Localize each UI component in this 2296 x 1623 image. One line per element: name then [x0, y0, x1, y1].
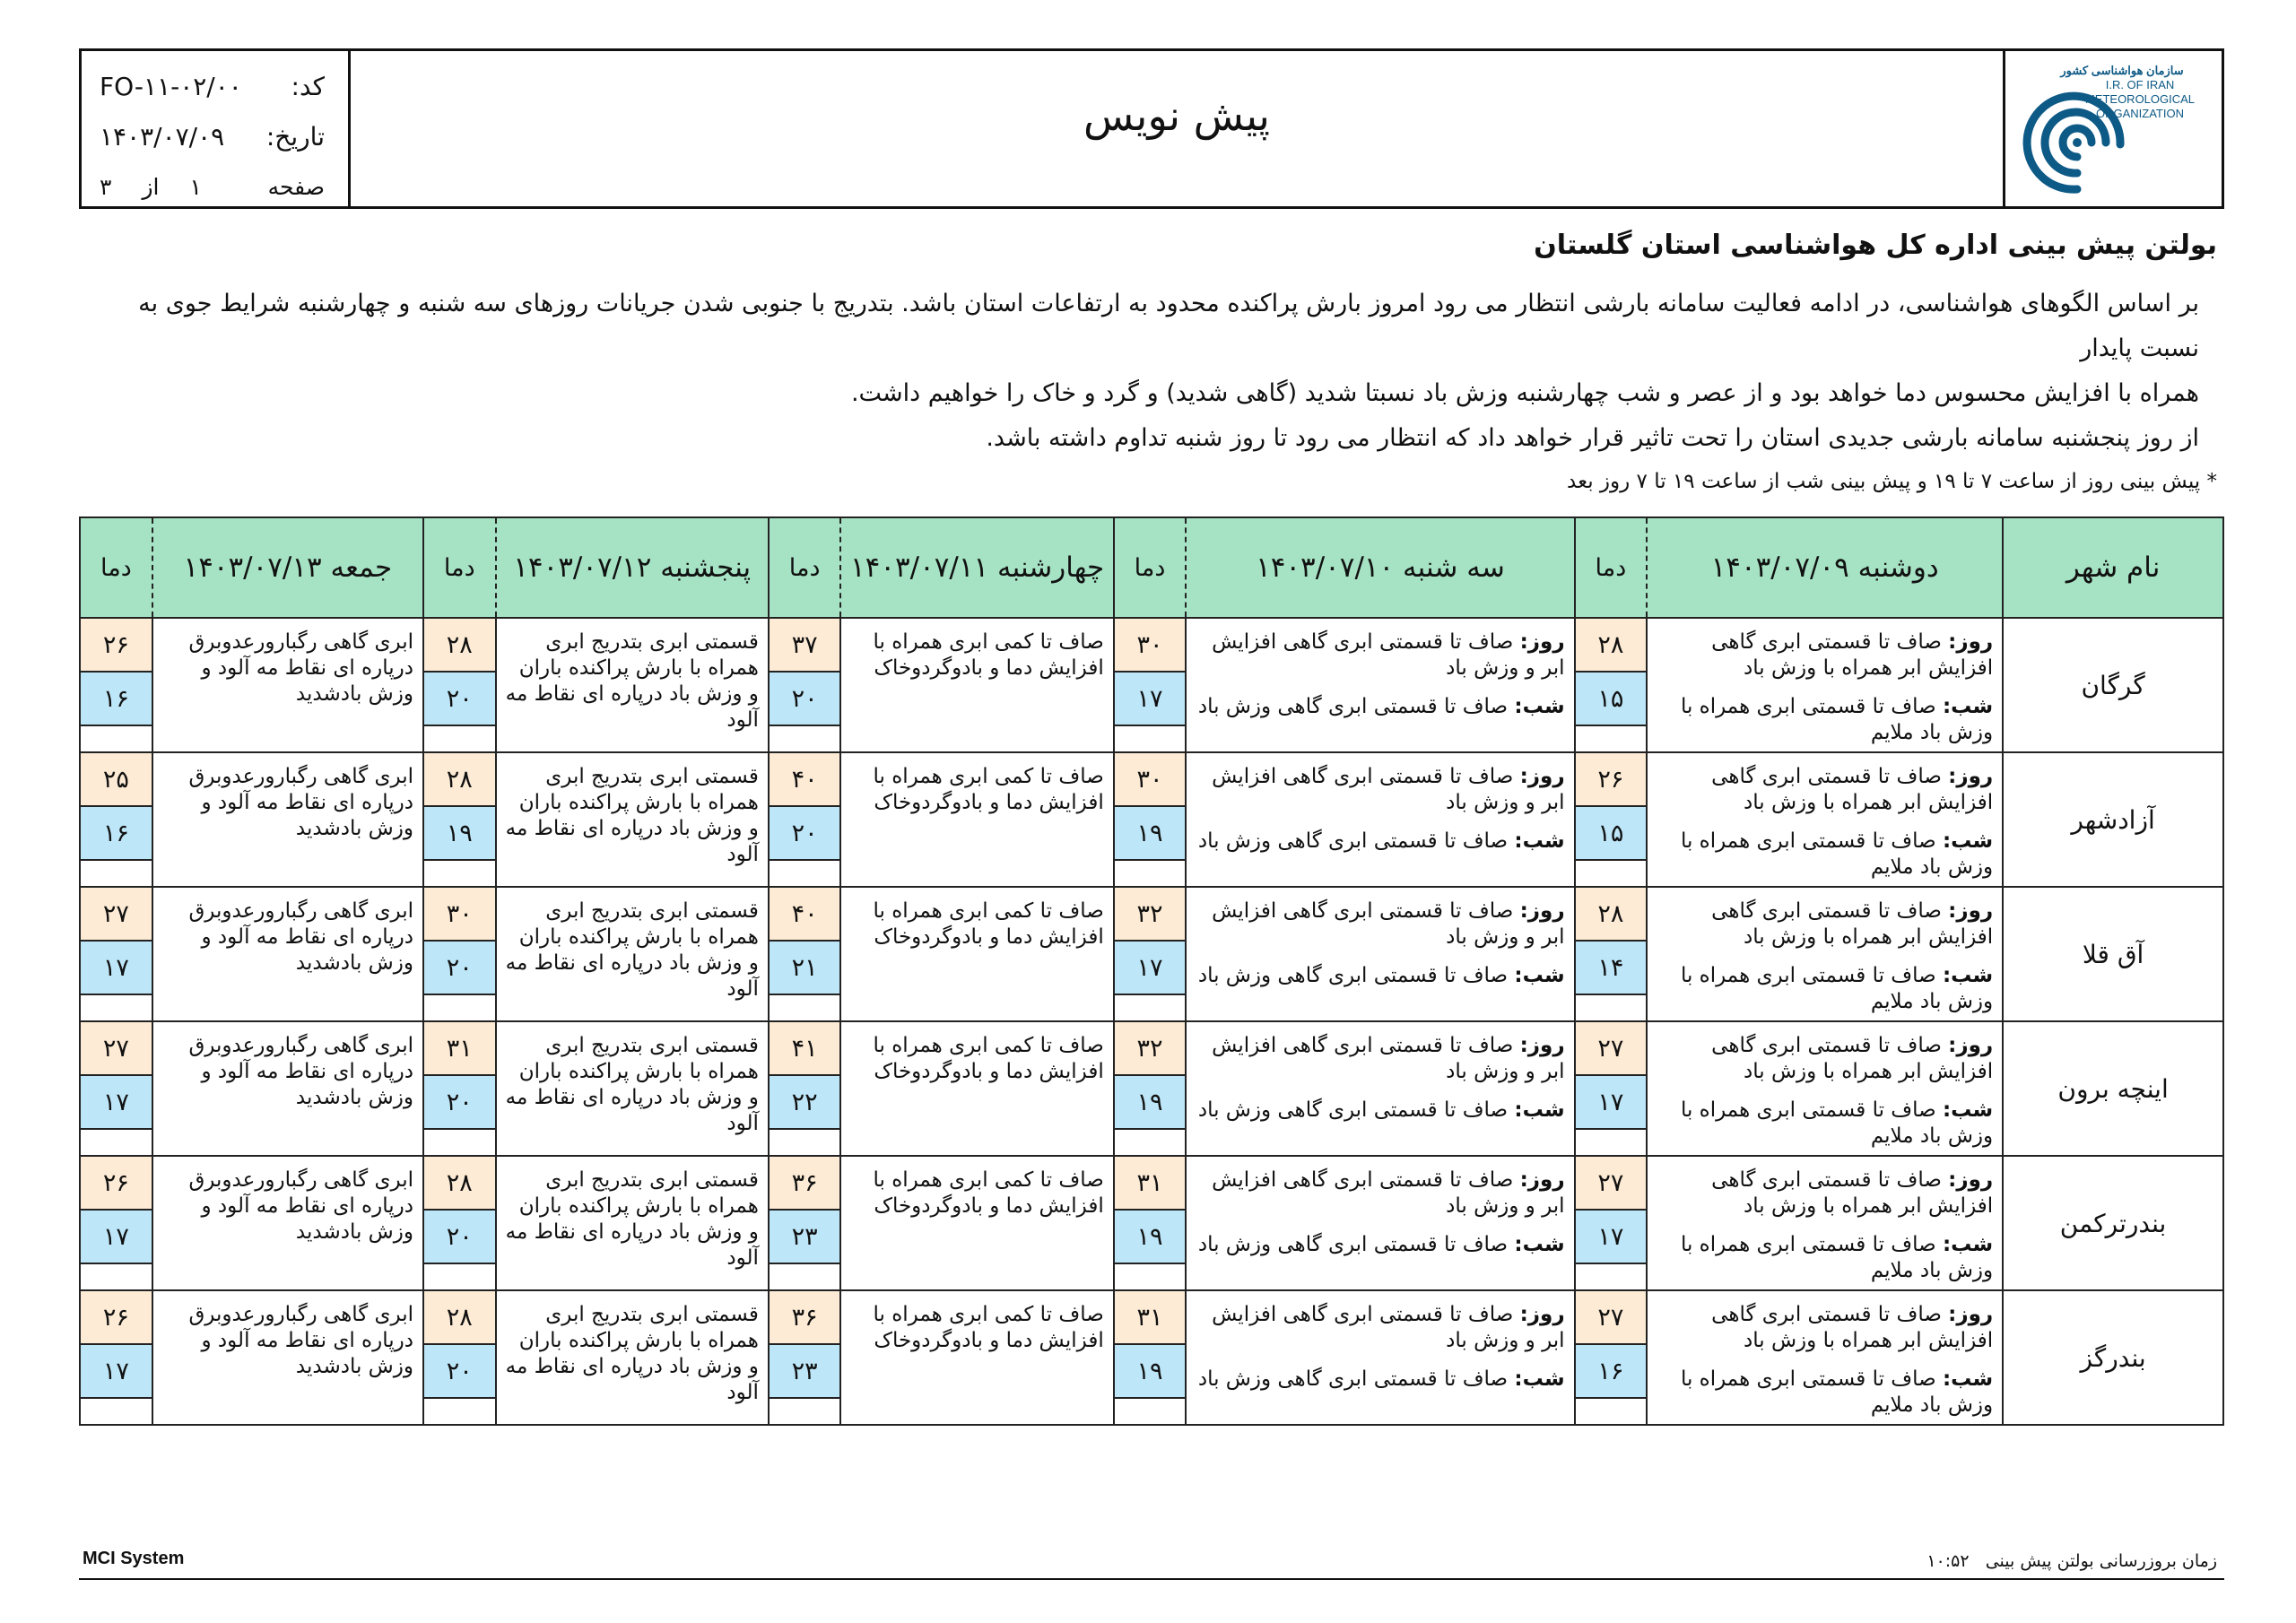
day-forecast — [1657, 898, 1993, 950]
min-temperature: ۲۳ — [770, 1211, 840, 1264]
day-forecast — [1196, 1033, 1564, 1085]
night-forecast — [1657, 1232, 1993, 1284]
temp-header: دما — [1575, 517, 1648, 618]
forecast-cell — [496, 1021, 769, 1156]
min-temperature: ۲۰ — [424, 1076, 495, 1130]
temp-header: دما — [80, 517, 152, 618]
min-temperature: ۱۹ — [1115, 1345, 1186, 1399]
night-label: شب: — [1942, 829, 1994, 853]
day-forecast — [1196, 629, 1564, 681]
night-label: شب: — [1514, 1233, 1565, 1256]
forecast-text: قسمتی ابری بتدریج ابری همراه با بارش پراکنده باران و وزش باد درپاره ای نقاط مه آلود — [505, 630, 759, 732]
day-forecast-text: صاف تا قسمتی ابری گاهی افزایش ابر و وزش باد — [1212, 765, 1565, 814]
night-label: شب: — [1514, 695, 1565, 718]
max-temperature: ۳۲ — [1115, 888, 1186, 942]
forecast-cell — [1647, 887, 2003, 1021]
forecast-text: قسمتی ابری بتدریج ابری همراه با بارش پراکنده باران و وزش باد درپاره ای نقاط مه آلود — [505, 899, 759, 1001]
day-forecast — [1657, 1167, 1993, 1219]
night-forecast — [1657, 1367, 1993, 1419]
min-temperature: ۲۰ — [424, 1211, 495, 1264]
max-temperature: ۳۶ — [770, 1157, 840, 1211]
temperature-cell — [1575, 1021, 1648, 1156]
table-header-row — [80, 517, 2223, 618]
temperature-cell — [1575, 887, 1648, 1021]
day-label: روز: — [1948, 1034, 1994, 1057]
min-temperature: ۲۱ — [770, 942, 840, 995]
forecast-cell — [152, 618, 423, 752]
forecast-cell — [840, 752, 1113, 887]
min-temperature: ۱۶ — [81, 807, 152, 861]
city-name: گرگان — [2003, 618, 2223, 752]
bulletin-line-2: همراه با افزایش محسوس دما خواهد بود و از عصر و شب چهارشنبه وزش باد نسبتا شدید (گاهی شدید) و گرد و خاک را خواهیم داشت. — [850, 379, 2199, 407]
min-temperature: ۱۷ — [81, 1345, 152, 1399]
logo-text-en-3: ORGANIZATION — [2096, 107, 2184, 120]
table-row — [80, 1021, 2223, 1156]
document-header — [79, 48, 2224, 209]
max-temperature: ۲۸ — [424, 619, 495, 673]
day-forecast-text: صاف تا قسمتی ابری گاهی افزایش ابر همراه با وزش باد — [1711, 630, 1994, 680]
forecast-text: ابری گاهی رگبارورعدوبرق درپاره ای نقاط مه آلود و وزش بادشدید — [188, 765, 413, 840]
date-value: ۱۴۰۳/۰۷/۰۹ — [100, 122, 225, 152]
min-temperature: ۱۷ — [81, 1211, 152, 1264]
temperature-cell — [423, 1156, 496, 1290]
day-4-header: پنجشنبه ۱۴۰۳/۰۷/۱۲ — [496, 517, 769, 618]
day-forecast — [1657, 1033, 1993, 1085]
night-forecast — [1657, 694, 1993, 746]
forecast-cell — [840, 1290, 1113, 1425]
night-forecast — [1196, 1232, 1564, 1258]
max-temperature: ۲۵ — [81, 753, 152, 807]
meta-cell — [82, 51, 351, 206]
day-forecast — [1196, 764, 1564, 816]
night-label: شب: — [1942, 1098, 1994, 1122]
forecast-text: ابری گاهی رگبارورعدوبرق درپاره ای نقاط مه آلود و وزش بادشدید — [188, 1303, 413, 1378]
day-forecast-text: صاف تا قسمتی ابری گاهی افزایش ابر همراه با وزش باد — [1711, 1034, 1994, 1083]
temperature-cell — [1114, 1156, 1187, 1290]
min-temperature: ۱۹ — [424, 807, 495, 861]
temperature-cell — [80, 1156, 152, 1290]
forecast-text: ابری گاهی رگبارورعدوبرق درپاره ای نقاط مه آلود و وزش بادشدید — [188, 1034, 413, 1109]
max-temperature: ۳۰ — [1115, 619, 1186, 673]
day-label: روز: — [1519, 1034, 1565, 1057]
forecast-text: صاف تا کمی ابری همراه با افزایش دما و بادوگردوخاک — [873, 899, 1104, 949]
forecast-cell — [1647, 1156, 2003, 1290]
forecast-text: قسمتی ابری بتدریج ابری همراه با بارش پراکنده باران و وزش باد درپاره ای نقاط مه آلود — [505, 765, 759, 866]
max-temperature: ۲۶ — [81, 1291, 152, 1345]
temperature-cell — [80, 1290, 152, 1425]
bulletin-line-3: از روز پنجشنبه سامانه بارشی جدیدی استان را تحت تاثیر قرار خواهد داد که انتظار می رود تا روز شنبه تداوم داشته باشد. — [986, 424, 2199, 452]
night-forecast-text: صاف تا قسمتی ابری همراه با وزش باد ملایم — [1680, 964, 1994, 1013]
city-name: آزادشهر — [2003, 752, 2223, 887]
date-row — [100, 112, 325, 162]
code-label: کد: — [291, 72, 325, 101]
night-forecast-text: صاف تا قسمتی ابری همراه با وزش باد ملایم — [1680, 695, 1994, 744]
temperature-cell — [1575, 618, 1648, 752]
table-row — [80, 1156, 2223, 1290]
logo-text-persian: سازمان هواشناسی کشور — [2060, 64, 2184, 77]
temperature-cell — [769, 618, 841, 752]
table-row — [80, 1290, 2223, 1425]
night-forecast — [1196, 1098, 1564, 1124]
night-forecast — [1196, 694, 1564, 720]
temperature-cell — [423, 1290, 496, 1425]
day-forecast — [1657, 1302, 1993, 1354]
min-temperature: ۱۶ — [81, 673, 152, 726]
table-row — [80, 887, 2223, 1021]
city-column-header: نام شهر — [2003, 517, 2223, 618]
temperature-cell — [769, 1290, 841, 1425]
night-label: شب: — [1942, 964, 1994, 987]
night-label: شب: — [1514, 1098, 1565, 1122]
day-label: روز: — [1948, 899, 1994, 923]
page-row — [100, 162, 325, 213]
forecast-cell — [1186, 1290, 1574, 1425]
day-label: روز: — [1948, 765, 1994, 788]
night-label: شب: — [1514, 964, 1565, 987]
night-forecast-text: صاف تا قسمتی ابری همراه با وزش باد ملایم — [1680, 1233, 1994, 1282]
forecast-cell — [152, 1021, 423, 1156]
max-temperature: ۲۷ — [81, 888, 152, 942]
day-forecast-text: صاف تا قسمتی ابری گاهی افزایش ابر همراه با وزش باد — [1711, 899, 1994, 949]
forecast-cell — [496, 618, 769, 752]
temperature-cell — [80, 887, 152, 1021]
night-forecast-text: صاف تا قسمتی ابری گاهی وزش باد — [1197, 695, 1515, 718]
min-temperature: ۲۰ — [770, 673, 840, 726]
night-label: شب: — [1942, 695, 1994, 718]
city-name: اینچه برون — [2003, 1021, 2223, 1156]
day-1-header: دوشنبه ۱۴۰۳/۰۷/۰۹ — [1647, 517, 2003, 618]
max-temperature: ۲۸ — [424, 753, 495, 807]
night-label: شب: — [1514, 1367, 1565, 1391]
temperature-cell — [769, 1021, 841, 1156]
forecast-text: قسمتی ابری بتدریج ابری همراه با بارش پراکنده باران و وزش باد درپاره ای نقاط مه آلود — [505, 1034, 759, 1135]
temp-header: دما — [423, 517, 496, 618]
night-label: شب: — [1514, 829, 1565, 853]
day-forecast — [1657, 764, 1993, 816]
day-forecast-text: صاف تا قسمتی ابری گاهی افزایش ابر و وزش باد — [1212, 899, 1565, 949]
max-temperature: ۴۰ — [770, 753, 840, 807]
footer-system-name: MCI System — [83, 1549, 185, 1568]
day-forecast-text: صاف تا قسمتی ابری گاهی افزایش ابر همراه با وزش باد — [1711, 1168, 1994, 1218]
forecast-text: قسمتی ابری بتدریج ابری همراه با بارش پراکنده باران و وزش باد درپاره ای نقاط مه آلود — [505, 1168, 759, 1270]
night-forecast-text: صاف تا قسمتی ابری گاهی وزش باد — [1197, 829, 1515, 853]
temperature-cell — [423, 887, 496, 1021]
forecast-cell — [1647, 1290, 2003, 1425]
min-temperature: ۱۵ — [1576, 807, 1647, 861]
min-temperature: ۱۹ — [1115, 807, 1186, 861]
forecast-cell — [496, 752, 769, 887]
day-3-header: چهارشنبه ۱۴۰۳/۰۷/۱۱ — [840, 517, 1113, 618]
forecast-cell — [1186, 752, 1574, 887]
night-forecast — [1657, 829, 1993, 881]
forecast-cell — [840, 1156, 1113, 1290]
forecast-text: ابری گاهی رگبارورعدوبرق درپاره ای نقاط مه آلود و وزش بادشدید — [188, 1168, 413, 1244]
day-2-header: سه شنبه ۱۴۰۳/۰۷/۱۰ — [1186, 517, 1574, 618]
min-temperature: ۲۳ — [770, 1345, 840, 1399]
night-forecast-text: صاف تا قسمتی ابری گاهی وزش باد — [1197, 1233, 1515, 1256]
day-forecast — [1196, 1167, 1564, 1219]
night-forecast-text: صاف تا قسمتی ابری گاهی وزش باد — [1197, 964, 1515, 987]
forecast-cell — [496, 1290, 769, 1425]
day-label: روز: — [1948, 1168, 1994, 1192]
forecast-cell — [152, 1156, 423, 1290]
forecast-cell — [152, 752, 423, 887]
max-temperature: ۲۷ — [1576, 1022, 1647, 1076]
min-temperature: ۱۷ — [81, 942, 152, 995]
city-name: بندرگز — [2003, 1290, 2223, 1425]
day-5-header: جمعه ۱۴۰۳/۰۷/۱۳ — [152, 517, 423, 618]
day-label: روز: — [1519, 765, 1565, 788]
forecast-cell — [1186, 887, 1574, 1021]
night-forecast-text: صاف تا قسمتی ابری همراه با وزش باد ملایم — [1680, 1098, 1994, 1148]
night-label: شب: — [1942, 1367, 1994, 1391]
bulletin-line-1: بر اساس الگوهای هواشناسی، در ادامه فعالیت سامانه بارشی انتظار می رود امروز بارش پراکنده محدود به ارتفاعات استان باشد. بتدریج با جنوبی شدن جریانات روزهای سه شنبه و چهارشنبه شرایط جوی به نسبت پایدار — [138, 290, 2199, 362]
forecast-text: صاف تا کمی ابری همراه با افزایش دما و بادوگردوخاک — [873, 1303, 1104, 1352]
logo-text-en-1: I.R. OF IRAN — [2105, 78, 2175, 91]
temperature-cell — [80, 1021, 152, 1156]
page-of: از — [142, 174, 160, 200]
day-label: روز: — [1519, 1303, 1565, 1326]
temperature-cell — [1114, 887, 1187, 1021]
day-forecast-text: صاف تا قسمتی ابری گاهی افزایش ابر و وزش باد — [1212, 1034, 1565, 1083]
min-temperature: ۲۰ — [424, 942, 495, 995]
day-forecast — [1657, 629, 1993, 681]
temperature-cell — [423, 618, 496, 752]
logo-text — [2041, 64, 2203, 121]
bulletin-body — [83, 282, 2199, 461]
max-temperature: ۲۷ — [1576, 1157, 1647, 1211]
date-label: تاریخ: — [265, 122, 325, 152]
forecast-cell — [496, 1156, 769, 1290]
day-label: روز: — [1519, 630, 1565, 654]
temperature-cell — [1575, 752, 1648, 887]
forecast-cell — [1186, 1156, 1574, 1290]
table-row — [80, 752, 2223, 887]
max-temperature: ۲۸ — [424, 1291, 495, 1345]
max-temperature: ۳۲ — [1115, 1022, 1186, 1076]
max-temperature: ۳۱ — [1115, 1157, 1186, 1211]
night-forecast-text: صاف تا قسمتی ابری گاهی وزش باد — [1197, 1367, 1515, 1391]
temp-header: دما — [769, 517, 841, 618]
max-temperature: ۳۰ — [1115, 753, 1186, 807]
max-temperature: ۳۰ — [424, 888, 495, 942]
forecast-text: صاف تا کمی ابری همراه با افزایش دما و بادوگردوخاک — [873, 630, 1104, 680]
logo-text-en-2: METEOROLOGICAL — [2084, 92, 2196, 106]
footer-update-label: زمان بروزرسانی بولتن پیش بینی — [1985, 1551, 2217, 1571]
max-temperature: ۲۷ — [81, 1022, 152, 1076]
forecast-cell — [840, 887, 1113, 1021]
page-label: صفحه — [267, 174, 325, 200]
temperature-cell — [80, 752, 152, 887]
day-label: روز: — [1948, 1303, 1994, 1326]
forecast-text: صاف تا کمی ابری همراه با افزایش دما و بادوگردوخاک — [873, 765, 1104, 814]
min-temperature: ۲۰ — [424, 673, 495, 726]
max-temperature: ۳۶ — [770, 1291, 840, 1345]
temperature-cell — [769, 752, 841, 887]
forecast-cell — [1186, 1021, 1574, 1156]
max-temperature: ۲۶ — [81, 619, 152, 673]
temperature-cell — [1114, 618, 1187, 752]
max-temperature: ۲۶ — [81, 1157, 152, 1211]
day-forecast — [1196, 1302, 1564, 1354]
day-label: روز: — [1519, 899, 1565, 923]
forecast-text: قسمتی ابری بتدریج ابری همراه با بارش پراکنده باران و وزش باد درپاره ای نقاط مه آلود — [505, 1303, 759, 1404]
document-title: پیش نویس — [1083, 91, 1270, 140]
code-row — [100, 62, 325, 112]
night-forecast — [1657, 963, 1993, 1015]
min-temperature: ۱۶ — [1576, 1345, 1647, 1399]
page-current: ۱ — [189, 174, 202, 200]
footer-update-value: ۱۰:۵۲ — [1926, 1551, 1970, 1571]
temp-header: دما — [1114, 517, 1187, 618]
code-value: FO-۱۱-۰۲/۰۰ — [100, 72, 242, 101]
max-temperature: ۲۸ — [424, 1157, 495, 1211]
temperature-cell — [769, 887, 841, 1021]
table-row — [80, 618, 2223, 752]
day-forecast — [1196, 898, 1564, 950]
min-temperature: ۲۲ — [770, 1076, 840, 1130]
night-forecast — [1196, 963, 1564, 989]
day-forecast-text: صاف تا قسمتی ابری گاهی افزایش ابر و وزش باد — [1212, 1303, 1565, 1352]
day-forecast-text: صاف تا قسمتی ابری گاهی افزایش ابر و وزش باد — [1212, 630, 1565, 680]
max-temperature: ۴۰ — [770, 888, 840, 942]
forecast-time-note: * پیش بینی روز از ساعت ۷ تا ۱۹ و پیش بینی شب از ساعت ۱۹ تا ۷ روز بعد — [1567, 470, 2217, 493]
min-temperature: ۱۹ — [1115, 1076, 1186, 1130]
forecast-text: ابری گاهی رگبارورعدوبرق درپاره ای نقاط مه آلود و وزش بادشدید — [188, 630, 413, 706]
page-number — [100, 162, 202, 213]
forecast-cell — [840, 1021, 1113, 1156]
day-forecast-text: صاف تا قسمتی ابری گاهی افزایش ابر همراه با وزش باد — [1711, 765, 1994, 814]
max-temperature: ۲۷ — [1576, 1291, 1647, 1345]
min-temperature: ۲۰ — [424, 1345, 495, 1399]
forecast-cell — [1647, 1021, 2003, 1156]
forecast-text: صاف تا کمی ابری همراه با افزایش دما و بادوگردوخاک — [873, 1034, 1104, 1083]
page-total: ۳ — [100, 174, 112, 200]
footer-divider — [79, 1578, 2224, 1580]
forecast-text: صاف تا کمی ابری همراه با افزایش دما و بادوگردوخاک — [873, 1168, 1104, 1218]
forecast-cell — [152, 887, 423, 1021]
logo-cell — [2003, 51, 2222, 206]
forecast-cell — [1647, 752, 2003, 887]
min-temperature: ۲۰ — [770, 807, 840, 861]
forecast-cell — [1186, 618, 1574, 752]
temperature-cell — [423, 752, 496, 887]
min-temperature: ۱۷ — [81, 1076, 152, 1130]
temperature-cell — [80, 618, 152, 752]
day-forecast-text: صاف تا قسمتی ابری گاهی افزایش ابر همراه با وزش باد — [1711, 1303, 1994, 1352]
min-temperature: ۱۷ — [1115, 942, 1186, 995]
temperature-cell — [423, 1021, 496, 1156]
night-forecast — [1196, 1367, 1564, 1393]
min-temperature: ۱۷ — [1115, 673, 1186, 726]
temperature-cell — [1114, 1290, 1187, 1425]
city-name: آق قلا — [2003, 887, 2223, 1021]
night-forecast — [1196, 829, 1564, 855]
temperature-cell — [1114, 1021, 1187, 1156]
bulletin-title: بولتن پیش بینی اداره کل هواشناسی استان گلستان — [1534, 230, 2217, 261]
forecast-cell — [1647, 618, 2003, 752]
night-forecast — [1657, 1098, 1993, 1150]
max-temperature: ۳۱ — [1115, 1291, 1186, 1345]
forecast-cell — [840, 618, 1113, 752]
forecast-text: ابری گاهی رگبارورعدوبرق درپاره ای نقاط مه آلود و وزش بادشدید — [188, 899, 413, 975]
day-label: روز: — [1519, 1168, 1565, 1192]
temperature-cell — [1114, 752, 1187, 887]
footer-update-time — [1926, 1551, 2217, 1571]
min-temperature: ۱۴ — [1576, 942, 1647, 995]
max-temperature: ۲۸ — [1576, 888, 1647, 942]
min-temperature: ۱۵ — [1576, 673, 1647, 726]
temperature-cell — [1575, 1290, 1648, 1425]
day-forecast-text: صاف تا قسمتی ابری گاهی افزایش ابر و وزش باد — [1212, 1168, 1565, 1218]
max-temperature: ۲۶ — [1576, 753, 1647, 807]
title-cell — [351, 51, 2003, 206]
min-temperature: ۱۷ — [1576, 1076, 1647, 1130]
max-temperature: ۳۱ — [424, 1022, 495, 1076]
night-forecast-text: صاف تا قسمتی ابری گاهی وزش باد — [1197, 1098, 1515, 1122]
forecast-table — [79, 516, 2224, 1426]
forecast-cell — [496, 887, 769, 1021]
night-forecast-text: صاف تا قسمتی ابری همراه با وزش باد ملایم — [1680, 829, 1994, 879]
city-name: بندرترکمن — [2003, 1156, 2223, 1290]
min-temperature: ۱۹ — [1115, 1211, 1186, 1264]
temperature-cell — [769, 1156, 841, 1290]
night-label: شب: — [1942, 1233, 1994, 1256]
max-temperature: ۴۱ — [770, 1022, 840, 1076]
max-temperature: ۲۸ — [1576, 619, 1647, 673]
max-temperature: ۳۷ — [770, 619, 840, 673]
forecast-cell — [152, 1290, 423, 1425]
min-temperature: ۱۷ — [1576, 1211, 1647, 1264]
temperature-cell — [1575, 1156, 1648, 1290]
night-forecast-text: صاف تا قسمتی ابری همراه با وزش باد ملایم — [1680, 1367, 1994, 1417]
day-label: روز: — [1948, 630, 1994, 654]
